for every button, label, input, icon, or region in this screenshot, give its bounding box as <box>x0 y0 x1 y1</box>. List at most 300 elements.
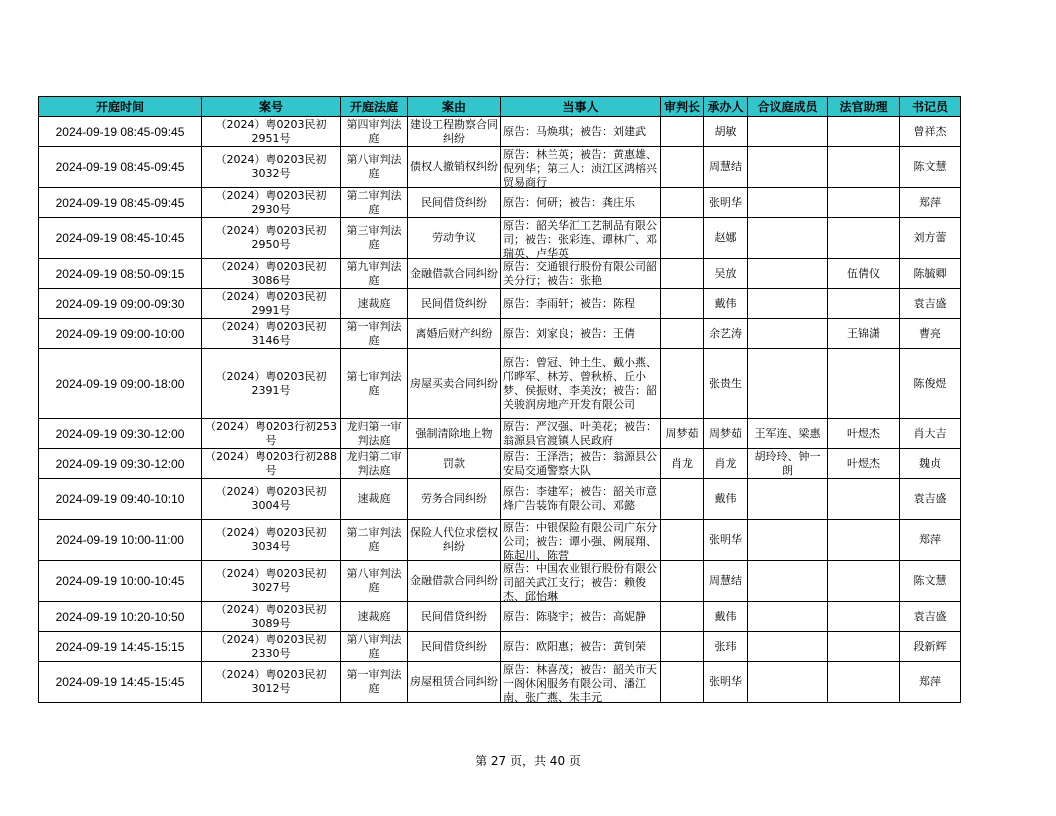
cell-clerk <box>900 218 961 259</box>
cell-parties <box>501 147 661 188</box>
cell-time <box>39 520 202 561</box>
cell-cause-text: 劳务合同纠纷 <box>421 492 487 505</box>
cell-clerk <box>900 319 961 349</box>
cell-judge <box>704 662 748 703</box>
cell-case-no <box>202 479 341 520</box>
cell-clerk-text: 魏贞 <box>919 456 941 470</box>
cell-cause-text: 离婚后财产纠纷 <box>415 326 493 340</box>
cell-court <box>341 662 408 703</box>
cell-cause-text: 金融借款合同纠纷 <box>410 574 498 587</box>
cell-case-no-text: （2024）粤0203民初3032号 <box>215 153 327 180</box>
cell-time-text: 2024-09-19 10:00-11:00 <box>56 533 184 547</box>
cell-chief-text: 周梦茹 <box>665 426 699 440</box>
cell-cause-text: 债权人撤销权纠纷 <box>410 160 498 173</box>
cell-panel-text: 王军连、梁惠 <box>754 426 821 440</box>
cell-case-no <box>202 561 341 602</box>
cell-judge-text: 周慧结 <box>709 160 742 173</box>
cell-case-no-text: （2024）粤0203行初253号 <box>205 419 337 447</box>
cell-judge-text: 张贵生 <box>709 376 742 390</box>
cell-time-text: 2024-09-19 08:45-09:45 <box>55 160 185 174</box>
col-header-chief: 审判长 <box>661 97 704 117</box>
cell-chief <box>661 602 704 632</box>
cell-time <box>39 419 202 449</box>
cell-chief <box>661 188 704 218</box>
cell-parties-text: 原告：欧阳惠；被告：黄钊荣 <box>503 639 646 653</box>
cell-time-text: 2024-09-19 09:00-18:00 <box>55 376 185 391</box>
cell-court-text: 第三审判法庭 <box>346 224 402 251</box>
cell-chief <box>661 349 704 419</box>
cell-parties <box>501 188 661 218</box>
cell-time-text: 2024-09-19 08:45-10:45 <box>55 231 185 245</box>
cell-court <box>341 349 408 419</box>
cell-clerk-text: 陈俊煜 <box>913 376 947 390</box>
cell-judge-text: 张明华 <box>709 675 742 688</box>
cell-clerk <box>900 289 961 319</box>
cell-parties <box>501 289 661 319</box>
cell-parties-text: 原告：李建军；被告：韶关市意烽广告装饰有限公司、邓懿 <box>503 485 657 512</box>
cell-cause <box>408 449 501 479</box>
cell-assistant <box>828 218 900 259</box>
cell-clerk <box>900 117 961 147</box>
cell-judge <box>704 218 748 259</box>
cell-parties-text: 原告：刘家良；被告：王倩 <box>503 326 635 340</box>
cell-time <box>39 218 202 259</box>
cell-time <box>39 561 202 602</box>
cell-court <box>341 419 408 449</box>
cell-parties-text: 原告：曾冠、钟土生、戴小燕、邝晔军、林芳、曾秋桥、丘小梦、侯振财、李美汝；被告：韶关骏润房地产开发有限公司 <box>503 355 657 411</box>
cell-clerk-text: 郑萍 <box>919 533 941 546</box>
cell-chief <box>661 662 704 703</box>
cell-cause <box>408 349 501 419</box>
cell-court-text: 第八审判法庭 <box>346 153 402 180</box>
col-header-assistant: 法官助理 <box>828 97 900 117</box>
cell-clerk <box>900 602 961 632</box>
cell-cause <box>408 520 501 561</box>
cell-clerk <box>900 561 961 602</box>
cell-judge <box>704 419 748 449</box>
cell-case-no <box>202 117 341 147</box>
cell-time-text: 2024-09-19 09:30-12:00 <box>55 456 185 471</box>
page-footer: 第 27 页，共 40 页 <box>475 754 581 768</box>
cell-panel <box>748 602 828 632</box>
cell-court-text: 第一审判法庭 <box>346 668 402 695</box>
cell-time <box>39 147 202 188</box>
cell-judge <box>704 188 748 218</box>
cell-court <box>341 319 408 349</box>
cell-clerk-text: 袁吉盛 <box>913 609 947 623</box>
table-row <box>39 449 961 479</box>
cell-assistant-text: 王锦潇 <box>847 326 880 340</box>
cell-cause-text: 民间借贷纠纷 <box>421 195 487 209</box>
cell-court-text: 第九审判法庭 <box>346 259 402 287</box>
cell-time-text: 2024-09-19 10:20-10:50 <box>55 609 185 624</box>
cell-clerk-text: 陈毓卿 <box>913 266 947 280</box>
cell-judge <box>704 479 748 520</box>
cell-court-text: 第八审判法庭 <box>346 567 402 594</box>
cell-court <box>341 259 408 289</box>
table-row <box>39 520 961 561</box>
cell-case-no <box>202 147 341 188</box>
cell-court <box>341 561 408 602</box>
cell-time-text: 2024-09-19 14:45-15:45 <box>55 675 185 689</box>
cell-court-text: 第八审判法庭 <box>346 632 402 660</box>
table-row <box>39 218 961 259</box>
cell-case-no <box>202 349 341 419</box>
cell-case-no <box>202 419 341 449</box>
cell-cause-text: 房屋租赁合同纠纷 <box>410 675 498 688</box>
cell-clerk-text: 袁吉盛 <box>913 492 947 505</box>
cell-cause-text: 民间借贷纠纷 <box>421 639 487 653</box>
cell-court-text: 速裁庭 <box>357 492 391 505</box>
cell-panel <box>748 520 828 561</box>
cell-court <box>341 632 408 662</box>
cell-case-no <box>202 449 341 479</box>
cell-panel <box>748 561 828 602</box>
cell-assistant <box>828 602 900 632</box>
cell-judge <box>704 561 748 602</box>
cell-clerk <box>900 147 961 188</box>
table-row <box>39 349 961 419</box>
cell-time <box>39 449 202 479</box>
table-row <box>39 419 961 449</box>
cell-court <box>341 479 408 520</box>
cell-case-no-text: （2024）粤0203行初288号 <box>205 449 337 477</box>
cell-court-text: 龙归第二审判法庭 <box>346 449 402 477</box>
cell-parties-text: 原告：王泽浩；被告：翁源县公安局交通警察大队 <box>503 449 657 477</box>
cell-judge-text: 胡敏 <box>714 124 737 138</box>
cell-assistant <box>828 188 900 218</box>
col-header-clerk: 书记员 <box>900 97 961 117</box>
cell-panel <box>748 449 828 479</box>
cell-judge <box>704 147 748 188</box>
cell-cause-text: 房屋买卖合同纠纷 <box>410 376 498 390</box>
cell-assistant-text: 叶煜杰 <box>847 456 880 470</box>
cell-time <box>39 117 202 147</box>
cell-court <box>341 289 408 319</box>
cell-assistant <box>828 632 900 662</box>
cell-judge <box>704 602 748 632</box>
cell-cause-text: 强制清除地上物 <box>415 426 493 440</box>
cell-panel <box>748 419 828 449</box>
cell-court <box>341 520 408 561</box>
col-header-cause: 案由 <box>408 97 501 117</box>
cell-clerk <box>900 662 961 703</box>
cell-parties-text: 原告：林兰英；被告：黄惠雄、倪列华；第三人：浈江区鸿榕兴贸易商行 <box>503 147 657 187</box>
cell-judge <box>704 319 748 349</box>
cell-clerk-text: 曹亮 <box>919 326 941 340</box>
table-row <box>39 319 961 349</box>
cell-chief <box>661 632 704 662</box>
cell-parties-text: 原告：交通银行股份有限公司韶关分行；被告：张艳 <box>503 259 657 287</box>
cell-assistant <box>828 349 900 419</box>
cell-clerk <box>900 632 961 662</box>
cell-chief <box>661 479 704 520</box>
cell-parties-text: 原告：陈骁宇；被告：高妮静 <box>503 609 646 623</box>
col-header-court: 开庭法庭 <box>341 97 408 117</box>
cell-chief <box>661 147 704 188</box>
cell-judge <box>704 289 748 319</box>
table-row <box>39 188 961 218</box>
cell-court-text: 第二审判法庭 <box>346 526 402 553</box>
cell-clerk-text: 袁吉盛 <box>913 296 947 310</box>
table-row <box>39 117 961 147</box>
cell-case-no-text: （2024）粤0203民初3034号 <box>215 526 327 553</box>
table-row <box>39 289 961 319</box>
cell-chief <box>661 218 704 259</box>
cell-time-text: 2024-09-19 09:30-12:00 <box>55 426 185 441</box>
cell-parties <box>501 449 661 479</box>
cell-case-no-text: （2024）粤0203民初2391号 <box>215 369 327 397</box>
cell-court-text: 第二审判法庭 <box>346 188 402 216</box>
cell-cause <box>408 662 501 703</box>
cell-assistant-text: 叶煜杰 <box>847 426 880 440</box>
cell-case-no <box>202 289 341 319</box>
cell-time-text: 2024-09-19 10:00-10:45 <box>55 574 185 588</box>
cell-clerk-text: 陈文慧 <box>913 574 947 587</box>
cell-time <box>39 662 202 703</box>
cell-parties-text: 原告：中国农业银行股份有限公司韶关武江支行；被告：赖俊杰、邱怡琳 <box>503 561 657 601</box>
cell-parties <box>501 218 661 259</box>
cell-time-text: 2024-09-19 09:40-10:10 <box>55 492 185 506</box>
cell-assistant <box>828 561 900 602</box>
cell-case-no <box>202 188 341 218</box>
cell-time <box>39 602 202 632</box>
table-header-row <box>39 97 961 117</box>
cell-case-no-text: （2024）粤0203民初2951号 <box>215 117 327 145</box>
cell-judge-text: 周慧结 <box>709 574 742 587</box>
cell-clerk-text: 郑萍 <box>919 675 941 688</box>
cell-parties-text: 原告：严汉强、叶美花；被告：翁源县官渡镇人民政府 <box>503 419 657 447</box>
table-row <box>39 147 961 188</box>
cell-case-no-text: （2024）粤0203民初2950号 <box>215 224 327 251</box>
cell-case-no-text: （2024）粤0203民初3012号 <box>215 668 327 695</box>
cell-case-no <box>202 520 341 561</box>
cell-cause <box>408 259 501 289</box>
cell-case-no-text: （2024）粤0203民初2930号 <box>215 188 327 216</box>
cell-judge <box>704 520 748 561</box>
col-header-case-no: 案号 <box>202 97 341 117</box>
cell-panel <box>748 479 828 520</box>
cell-assistant <box>828 259 900 289</box>
cell-panel <box>748 259 828 289</box>
cell-assistant <box>828 289 900 319</box>
cell-judge-text: 肖龙 <box>714 456 737 470</box>
cell-parties <box>501 561 661 602</box>
cell-parties-text: 原告：林喜茂；被告：韶关市天一阁休闲服务有限公司、潘江南、张广燕、朱丰元 <box>503 662 657 702</box>
cell-cause <box>408 419 501 449</box>
cell-court <box>341 117 408 147</box>
cell-time-text: 2024-09-19 09:00-09:30 <box>55 296 185 311</box>
cell-chief <box>661 419 704 449</box>
cell-panel <box>748 319 828 349</box>
cell-parties-text: 原告：何研；被告：龚庄乐 <box>503 195 635 209</box>
cell-assistant <box>828 147 900 188</box>
cell-time <box>39 188 202 218</box>
cell-judge-text: 张明华 <box>709 195 742 209</box>
cell-clerk-text: 曾祥杰 <box>913 124 947 138</box>
col-header-panel: 合议庭成员 <box>748 97 828 117</box>
cell-case-no-text: （2024）粤0203民初3004号 <box>215 485 327 512</box>
cell-clerk <box>900 259 961 289</box>
cell-panel <box>748 117 828 147</box>
cell-assistant <box>828 662 900 703</box>
cell-judge-text: 张明华 <box>709 533 742 546</box>
cell-cause <box>408 218 501 259</box>
cell-judge-text: 张玮 <box>714 639 737 653</box>
cell-case-no-text: （2024）粤0203民初3089号 <box>215 602 327 630</box>
cell-clerk <box>900 419 961 449</box>
cell-parties <box>501 419 661 449</box>
cell-court-text: 速裁庭 <box>357 296 391 310</box>
cell-judge-text: 戴伟 <box>714 492 737 505</box>
cell-cause <box>408 117 501 147</box>
cell-case-no <box>202 662 341 703</box>
cell-cause-text: 劳动争议 <box>432 231 476 244</box>
table-row <box>39 632 961 662</box>
col-header-time: 开庭时间 <box>39 97 202 117</box>
cell-case-no-text: （2024）粤0203民初3027号 <box>215 567 327 594</box>
cell-panel-text: 胡玲玲、钟一朗 <box>754 449 821 477</box>
cell-time <box>39 479 202 520</box>
cell-case-no <box>202 632 341 662</box>
cell-clerk-text: 郑萍 <box>919 195 941 209</box>
cell-panel <box>748 188 828 218</box>
cell-chief <box>661 289 704 319</box>
col-header-judge: 承办人 <box>704 97 748 117</box>
cell-chief <box>661 520 704 561</box>
cell-assistant <box>828 419 900 449</box>
cell-time <box>39 259 202 289</box>
cell-judge-text: 周梦茹 <box>709 426 742 440</box>
cell-parties-text: 原告：马焕琪；被告：刘建武 <box>503 124 646 138</box>
cell-chief <box>661 117 704 147</box>
cell-court-text: 龙归第一审判法庭 <box>346 419 402 447</box>
cell-clerk-text: 陈文慧 <box>913 160 947 173</box>
cell-cause <box>408 602 501 632</box>
cell-cause <box>408 632 501 662</box>
cell-court <box>341 218 408 259</box>
cell-cause-text: 保险人代位求偿权纠纷 <box>410 526 498 553</box>
cell-cause <box>408 319 501 349</box>
cell-parties <box>501 602 661 632</box>
cell-time <box>39 319 202 349</box>
cell-assistant <box>828 449 900 479</box>
cell-cause-text: 民间借贷纠纷 <box>421 296 487 310</box>
cell-case-no <box>202 602 341 632</box>
cell-parties-text: 原告：中银保险有限公司广东分公司；被告：谭小强、阙展翔、陈起川、陈营 <box>503 520 657 560</box>
cell-clerk-text: 肖大吉 <box>913 426 947 440</box>
cell-judge-text: 赵娜 <box>714 231 737 244</box>
cell-court-text: 第四审判法庭 <box>346 117 402 145</box>
cell-judge <box>704 632 748 662</box>
cell-chief <box>661 449 704 479</box>
cell-panel <box>748 218 828 259</box>
cell-parties-text: 原告：李雨轩；被告：陈程 <box>503 296 635 310</box>
cell-court-text: 第一审判法庭 <box>346 319 402 347</box>
cell-judge-text: 余艺涛 <box>709 326 742 340</box>
cell-time-text: 2024-09-19 08:50-09:15 <box>55 266 185 281</box>
cell-chief <box>661 319 704 349</box>
cell-assistant <box>828 479 900 520</box>
cell-case-no <box>202 319 341 349</box>
cell-parties <box>501 117 661 147</box>
cell-cause <box>408 289 501 319</box>
cell-assistant <box>828 117 900 147</box>
cell-time <box>39 349 202 419</box>
cell-case-no-text: （2024）粤0203民初3086号 <box>215 259 327 287</box>
cell-panel <box>748 289 828 319</box>
cell-time-text: 2024-09-19 08:45-09:45 <box>55 124 185 139</box>
col-header-parties: 当事人 <box>501 97 661 117</box>
cell-assistant-text: 伍倩仪 <box>847 266 880 280</box>
cell-parties <box>501 349 661 419</box>
cell-time-text: 2024-09-19 09:00-10:00 <box>55 326 185 341</box>
table-row <box>39 561 961 602</box>
cell-assistant <box>828 319 900 349</box>
cell-time-text: 2024-09-19 08:45-09:45 <box>55 195 185 210</box>
table-row <box>39 259 961 289</box>
cell-case-no <box>202 259 341 289</box>
cell-parties <box>501 632 661 662</box>
cell-panel <box>748 632 828 662</box>
cell-parties <box>501 520 661 561</box>
cell-clerk <box>900 479 961 520</box>
table-row <box>39 602 961 632</box>
cell-clerk <box>900 520 961 561</box>
cell-cause <box>408 479 501 520</box>
cell-judge-text: 戴伟 <box>714 296 737 310</box>
cell-time <box>39 632 202 662</box>
cell-case-no-text: （2024）粤0203民初2330号 <box>215 632 327 660</box>
cell-clerk-text: 段新辉 <box>913 639 947 653</box>
cell-cause-text: 罚款 <box>443 456 465 470</box>
table-row <box>39 662 961 703</box>
cell-chief <box>661 561 704 602</box>
cell-parties-text: 原告：韶关华汇工艺制品有限公司；被告：张彩连、谭林广、邓瑞英、卢华英 <box>503 218 657 258</box>
cell-clerk <box>900 188 961 218</box>
cell-judge-text: 戴伟 <box>714 609 737 623</box>
cell-court-text: 第七审判法庭 <box>346 369 402 397</box>
cell-time-text: 2024-09-19 14:45-15:15 <box>55 639 185 654</box>
cell-time <box>39 289 202 319</box>
table-row <box>39 479 961 520</box>
cell-judge <box>704 449 748 479</box>
cell-clerk-text: 刘方蕾 <box>913 231 947 244</box>
cell-cause-text: 民间借贷纠纷 <box>421 609 487 623</box>
cell-judge <box>704 349 748 419</box>
cell-chief-text: 肖龙 <box>671 456 693 470</box>
cell-court <box>341 188 408 218</box>
cell-cause <box>408 561 501 602</box>
cell-parties <box>501 479 661 520</box>
cell-case-no <box>202 218 341 259</box>
cell-cause-text: 金融借款合同纠纷 <box>410 266 498 280</box>
cell-assistant <box>828 520 900 561</box>
cell-case-no-text: （2024）粤0203民初2991号 <box>215 289 327 317</box>
cell-parties <box>501 259 661 289</box>
cell-court <box>341 147 408 188</box>
cell-court <box>341 449 408 479</box>
cell-cause <box>408 188 501 218</box>
cell-cause <box>408 147 501 188</box>
cell-panel <box>748 147 828 188</box>
cell-panel <box>748 349 828 419</box>
cell-chief <box>661 259 704 289</box>
cell-clerk <box>900 449 961 479</box>
cell-case-no-text: （2024）粤0203民初3146号 <box>215 319 327 347</box>
cell-judge <box>704 117 748 147</box>
cell-clerk <box>900 349 961 419</box>
